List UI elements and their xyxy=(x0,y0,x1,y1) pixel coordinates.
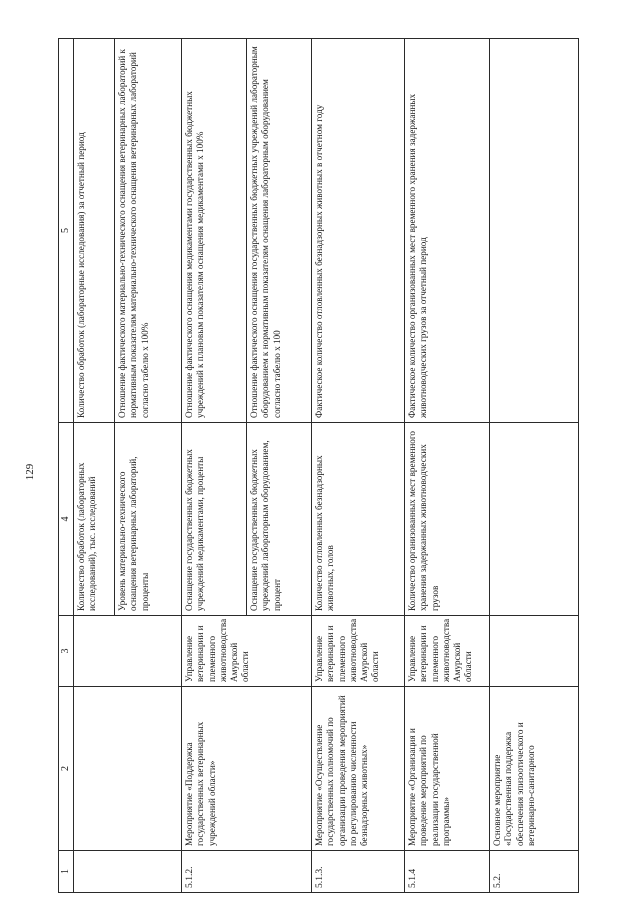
cell-indicator xyxy=(490,423,579,616)
cell-executor: Управление ветеринарии и племенного животноводства Амурской области xyxy=(312,616,405,687)
header-cell-3: 3 xyxy=(59,616,74,687)
table-row xyxy=(312,39,405,893)
cell-measure: Мероприятие «Осуществление государственных полномочий по организации проведения мероприятий по регулированию численности безнадзорных животных» xyxy=(312,687,405,851)
cell-executor xyxy=(74,616,182,687)
cell-indicator: Количество обработок (лабораторных исследований), тыс. исследований xyxy=(74,423,115,616)
cell-calculation-method: Количество обработок (лабораторные исследования) за отчетный период xyxy=(74,39,115,423)
cell-number: 5.1.2. xyxy=(182,851,312,893)
table-row xyxy=(490,39,579,893)
cell-number: 5.1.3. xyxy=(312,851,405,893)
header-cell-4: 4 xyxy=(59,423,74,616)
cell-measure: Основное мероприятие «Государственная поддержка обеспечения эпизоотического и ветеринарно-санитарного xyxy=(490,687,579,851)
cell-indicator: Количество отловленных безнадзорных животных, голов xyxy=(312,423,405,616)
cell-measure xyxy=(74,687,182,851)
cell-calculation-method: Отношение фактического оснащения медикаментами государственных бюджетных учреждений к плановым показателям оснащения медикаментами х 100% xyxy=(182,39,247,423)
table-row xyxy=(74,39,115,893)
cell-indicator: Оснащение государственных бюджетных учреждений лабораторным оборудованием, процент xyxy=(247,423,312,616)
cell-number xyxy=(74,851,182,893)
cell-executor: Управление ветеринарии и племенного животноводства Амурской области xyxy=(182,616,312,687)
cell-indicator: Количество организованных мест временного хранения задержанных животноводческих грузов xyxy=(405,423,490,616)
cell-executor xyxy=(490,616,579,687)
table-header-row xyxy=(59,39,74,893)
header-cell-2: 2 xyxy=(59,687,74,851)
cell-calculation-method: Отношение фактического материально-технического оснащения ветеринарных лабораторий к нормативным показателям материально-технического оснащения ветеринарных лабораторий согласно табелю х 100% xyxy=(115,39,182,423)
cell-calculation-method xyxy=(490,39,579,423)
cell-number: 5.1.4 xyxy=(405,851,490,893)
program-measures-table xyxy=(58,38,579,893)
cell-measure: Мероприятие «Поддержка государственных ветеринарных учреждений области» xyxy=(182,687,312,851)
table-row xyxy=(182,39,247,893)
cell-calculation-method: Фактическое количество организованных мест временного хранения задержанных животноводческих грузов за отчетный период xyxy=(405,39,490,423)
table-row xyxy=(405,39,490,893)
header-cell-1: 1 xyxy=(59,851,74,893)
cell-indicator: Уровень материально-технического оснащения ветеринарных лабораторий, проценты xyxy=(115,423,182,616)
page-number: 129 xyxy=(24,463,36,481)
header-cell-5: 5 xyxy=(59,39,74,423)
cell-measure: Мероприятие «Организация и проведение мероприятий по реализации государственной программы» xyxy=(405,687,490,851)
cell-calculation-method: Отношение фактического оснащения государственных бюджетных учреждений лабораторным оборудованием к нормативным показателям оснащения лабораторным оборудованием согласно табелю х 100 xyxy=(247,39,312,423)
cell-executor: Управление ветеринарии и племенного животноводства Амурской области xyxy=(405,616,490,687)
cell-calculation-method: Фактическое количество отловленных безнадзорных животных в отчетном году xyxy=(312,39,405,423)
cell-indicator: Оснащение государственных бюджетных учреждений медикаментами, проценты xyxy=(182,423,247,616)
rotated-page-content xyxy=(58,38,602,893)
cell-number: 5.2. xyxy=(490,851,579,893)
